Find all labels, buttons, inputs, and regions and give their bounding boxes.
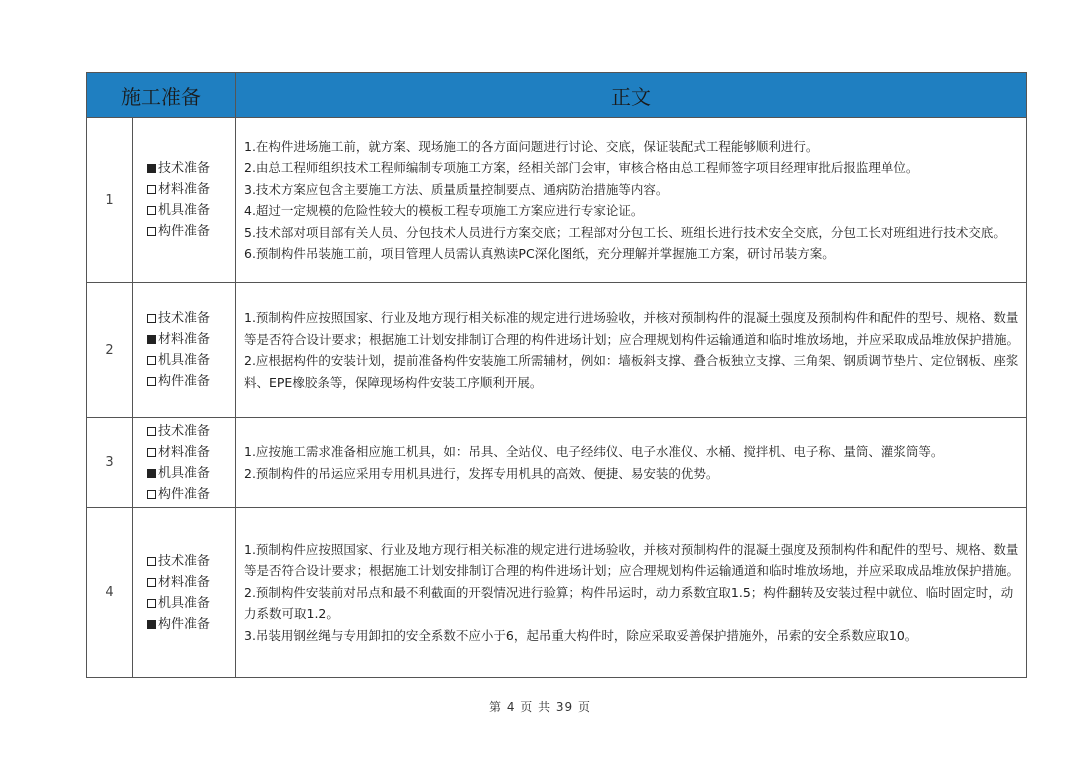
option-item xyxy=(147,421,235,442)
option-item xyxy=(147,551,235,572)
paragraph: 3.吊装用钢丝绳与专用卸扣的安全系数不应小于6，起吊重大构件时，除应采取妥善保护措施外，吊索的安全系数应取10。 xyxy=(244,627,918,643)
paragraph: 2.预制构件安装前对吊点和最不利截面的开裂情况进行验算；构件吊运时，动力系数宜取1.5；构件翻转及安装过程中就位、临时固定时，动力系数可取1.2。 xyxy=(244,584,1014,622)
paragraph: 6.预制构件吊装施工前，项目管理人员需认真熟读PC深化图纸，充分理解并掌握施工方案，研讨吊装方案。 xyxy=(244,246,835,261)
option-item xyxy=(147,484,235,505)
header-construction-prep: 施工准备 xyxy=(87,73,236,118)
checkbox-empty-icon xyxy=(147,557,156,566)
option-list xyxy=(133,118,236,283)
option-label: 构件准备 xyxy=(158,486,211,502)
option-list xyxy=(133,508,236,678)
checkbox-empty-icon xyxy=(147,227,156,236)
option-label: 机具准备 xyxy=(158,465,211,481)
option-label: 构件准备 xyxy=(158,616,211,632)
option-label: 材料准备 xyxy=(158,574,211,590)
checkbox-checked-icon xyxy=(147,335,156,344)
checkbox-empty-icon xyxy=(147,185,156,194)
paragraph: 2.由总工程师组织技术工程师编制专项施工方案，经相关部门会审，审核合格由总工程师签字项目经理审批后报监理单位。 xyxy=(244,160,919,175)
option-label: 材料准备 xyxy=(158,182,211,197)
body-text-cell xyxy=(236,508,1027,678)
option-label: 构件准备 xyxy=(158,374,211,389)
checkbox-empty-icon xyxy=(147,206,156,215)
preparation-table xyxy=(86,72,1027,678)
row-number: 1 xyxy=(87,118,133,283)
row-number: 2 xyxy=(87,283,133,418)
option-list xyxy=(133,283,236,418)
option-item xyxy=(147,329,235,350)
body-text-cell xyxy=(236,418,1027,508)
checkbox-empty-icon xyxy=(147,490,156,499)
row-number: 3 xyxy=(87,418,133,508)
option-item xyxy=(147,179,235,200)
option-label: 机具准备 xyxy=(158,353,211,368)
table-row xyxy=(87,118,1027,283)
option-label: 机具准备 xyxy=(158,203,211,218)
checkbox-checked-icon xyxy=(147,620,156,629)
option-label: 材料准备 xyxy=(158,444,211,460)
paragraph: 4.超过一定规模的危险性较大的模板工程专项施工方案应进行专家论证。 xyxy=(244,203,644,218)
option-label: 机具准备 xyxy=(158,595,211,611)
option-item xyxy=(147,572,235,593)
checkbox-empty-icon xyxy=(147,578,156,587)
option-label: 材料准备 xyxy=(158,332,211,347)
option-label: 构件准备 xyxy=(158,224,211,239)
table-row xyxy=(87,283,1027,418)
body-text-cell xyxy=(236,283,1027,418)
option-item xyxy=(147,614,235,635)
checkbox-empty-icon xyxy=(147,599,156,608)
option-label: 技术准备 xyxy=(158,161,211,176)
header-body-text: 正文 xyxy=(236,73,1027,118)
body-text-cell xyxy=(236,118,1027,283)
paragraph: 1.在构件进场施工前，就方案、现场施工的各方面问题进行讨论、交底，保证装配式工程能够顺利进行。 xyxy=(244,138,819,154)
paragraph: 5.技术部对项目部有关人员、分包技术人员进行方案交底；工程部对分包工长、班组长进行技术安全交底，分包工长对班组进行技术交底。 xyxy=(244,224,1006,240)
paragraph: 2.预制构件的吊运应采用专用机具进行，发挥专用机具的高效、便捷、易安装的优势。 xyxy=(244,465,719,481)
option-label: 技术准备 xyxy=(158,423,211,439)
paragraph: 2.应根据构件的安装计划，提前准备构件安装施工所需辅材，例如：墙板斜支撑、叠合板独立支撑、三角架、钢质调节垫片、定位钢板、座浆料、EPE橡胶条等，保障现场构件安装工序顺利开展。 xyxy=(244,353,1019,390)
option-item xyxy=(147,371,235,392)
table-header-row xyxy=(87,73,1027,118)
checkbox-checked-icon xyxy=(147,164,156,173)
page-footer: 第 4 页 共 39 页 xyxy=(489,700,591,714)
option-item xyxy=(147,221,235,242)
option-label: 技术准备 xyxy=(158,553,211,569)
checkbox-empty-icon xyxy=(147,377,156,386)
checkbox-empty-icon xyxy=(147,356,156,365)
checkbox-empty-icon xyxy=(147,448,156,457)
option-label: 技术准备 xyxy=(158,311,211,326)
option-item xyxy=(147,350,235,371)
option-item xyxy=(147,158,235,179)
option-item xyxy=(147,463,235,484)
option-list xyxy=(133,418,236,508)
checkbox-empty-icon xyxy=(147,314,156,323)
checkbox-empty-icon xyxy=(147,427,156,436)
option-item xyxy=(147,593,235,614)
table-row xyxy=(87,508,1027,678)
checkbox-checked-icon xyxy=(147,469,156,478)
table-row xyxy=(87,418,1027,508)
option-item xyxy=(147,308,235,329)
option-item xyxy=(147,200,235,221)
row-number: 4 xyxy=(87,508,133,678)
option-item xyxy=(147,442,235,463)
paragraph: 1.应按施工需求准备相应施工机具，如：吊具、全站仪、电子经纬仪、电子水准仪、水桶、搅拌机、电子称、量筒、灌浆筒等。 xyxy=(244,444,944,459)
paragraph: 3.技术方案应包含主要施工方法、质量质量控制要点、通病防治措施等内容。 xyxy=(244,181,669,197)
paragraph: 1.预制构件应按照国家、行业及地方现行相关标准的规定进行进场验收，并核对预制构件的混凝土强度及预制构件和配件的型号、规格、数量等是否符合设计要求；根据施工计划安排制订合理的构件进场计划；应合理规划构件运输通道和临时堆放场地，并应采取成品堆放保护措施。 xyxy=(244,541,1020,579)
paragraph: 1.预制构件应按照国家、行业及地方现行相关标准的规定进行进场验收，并核对预制构件的混凝土强度及预制构件和配件的型号、规格、数量等是否符合设计要求；根据施工计划安排制订合理的构件进场计划；应合理规划构件运输通道和临时堆放场地，并应采取成品堆放保护措施。 xyxy=(244,310,1020,347)
